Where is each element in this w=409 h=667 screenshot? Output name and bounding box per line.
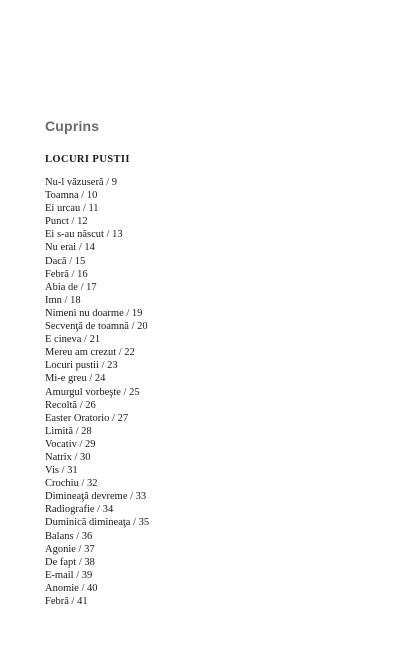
toc-entry: Imn / 18 [45,294,81,306]
contents-heading: Cuprins [45,118,100,134]
toc-entry: Mereu am crezut / 22 [45,347,135,359]
toc-entry: E-mail / 39 [45,569,93,581]
toc-entry: De fapt / 38 [45,556,95,568]
toc-entry: Balans / 36 [45,530,93,542]
toc-entry: Ei s-au născut / 13 [45,229,123,241]
toc-entry: Toamna / 10 [45,190,98,202]
toc-entry: Amurgul vorbeşte / 25 [45,386,140,398]
toc-entry: Natrix / 30 [45,451,91,463]
toc-entry: Vocativ / 29 [45,438,96,450]
toc-entry: Secvenţă de toamnă / 20 [45,321,148,333]
toc-entry: Febră / 41 [45,596,88,607]
toc-entry: Recoltă / 26 [45,399,96,411]
toc-entry: Crochiu / 32 [45,478,98,490]
toc-entry: Anomie / 40 [45,582,98,594]
toc-entry: Easter Oratorio / 27 [45,412,129,424]
toc-entry: Dimineaţă devreme / 33 [45,491,147,503]
toc-entry: Abia de / 17 [45,281,97,293]
toc-entry: Vis / 31 [45,465,78,477]
toc-entry: Nu-l văzuseră / 9 [45,177,118,188]
toc-entry: Limită / 28 [45,425,92,437]
toc-entry: Nimeni nu doarme / 19 [45,307,143,319]
toc-entry: E cineva / 21 [45,334,101,346]
toc-entry: Duminică dimineaţa / 35 [45,517,150,529]
toc-entry: Punct / 12 [45,216,88,228]
toc-entry: Agonie / 37 [45,543,95,555]
toc-entry: Locuri pustii / 23 [45,360,118,372]
table-of-contents [45,176,149,608]
section-title: LOCURI PUSTII [45,154,130,165]
toc-entry: Ei urcau / 11 [45,203,99,215]
toc-entry: Febră / 16 [45,268,88,280]
toc-entry: Nu erai / 14 [45,242,95,254]
toc-entry: Radiografie / 34 [45,504,114,516]
toc-entry: Mi-e greu / 24 [45,373,106,385]
toc-entry: Dacă / 15 [45,255,86,267]
